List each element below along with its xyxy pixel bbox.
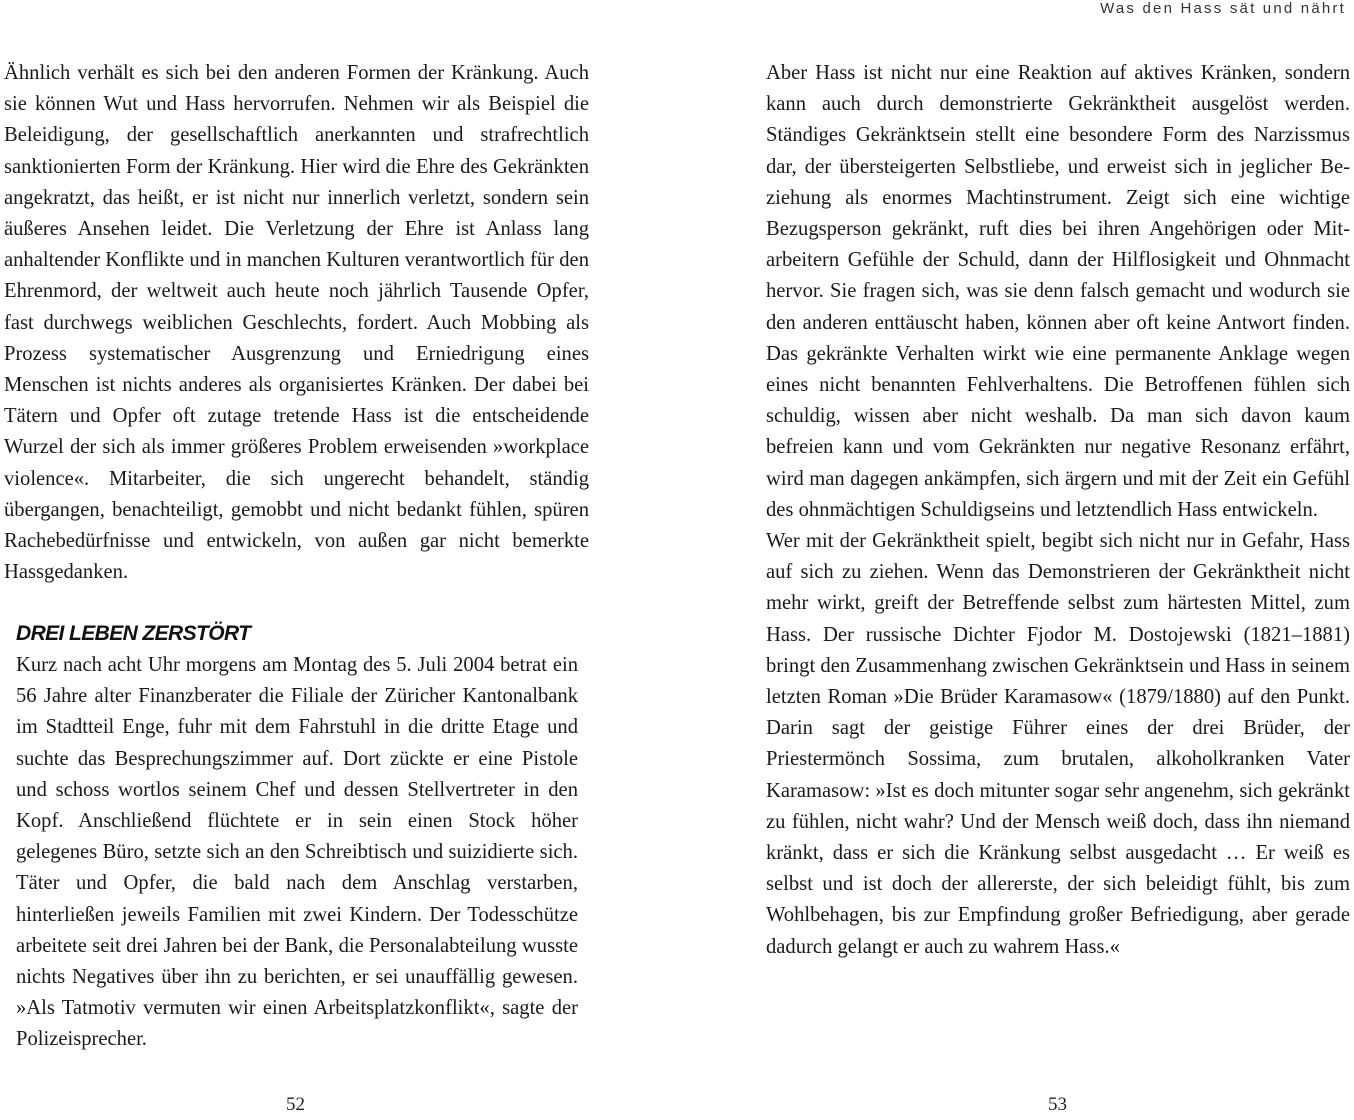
running-head: Was den Hass sät und nährt <box>1100 0 1346 17</box>
page-number-right: 53 <box>1048 1094 1067 1115</box>
left-page <box>4 58 589 588</box>
left-paragraph-1: Ähnlich verhält es sich bei den anderen Formen der Kränkung. Auch sie können Wut und Hass hervorrufen. Nehmen wir als Beispiel die Beleidigung, der gesellschaftlich anerkannten und strafrechtlich sanktionierten Form der Kränkung. Hier wird die Ehre des Gekränkten angekratzt, das heißt, er ist nicht nur innerlich verletzt, sondern sein äußeres Ansehen leidet. Die Verletzung der Ehre ist Anlass lang anhaltender Konflikte und in manchen Kulturen verantwortlich für den Ehrenmord, der weltweit auch heute noch jährlich Tausende Opfer, fast durchwegs weiblichen Geschlechts, fordert. Auch Mobbing als Prozess systematischer Ausgrenzung und Erniedrigung eines Menschen ist nichts anderes als organisiertes Kränken. Der dabei bei Tätern und Opfer oft zutage tretende Hass ist die entscheidende Wurzel der sich als immer größeres Problem erweisenden »workplace violence«. Mitarbeiter, die sich ungerecht behandelt, ständig übergangen, benachteiligt, gemobbt und nicht bedankt fühlen, spüren Rachebedürfnisse und entwickeln, von außen gar nicht bemerkte Hassgedanken. <box>4 62 589 584</box>
page-number-left: 52 <box>286 1094 305 1115</box>
right-paragraph-1: Aber Hass ist nicht nur eine Reaktion auf aktives Kränken, sondern kann auch durch demonstrierte Gekränktheit ausgelöst werden. Ständiges Gekränktsein stellt eine besondere Form des Narzissmus dar, der übersteigerten Selbstliebe, und erweist sich in jeglicher Beziehung als enormes Machtinstrument. Zeigt sich eine wichtige Bezugsperson gekränkt, ruft dies bei ihren Angehörigen oder Mitarbeitern Gefühle der Schuld, dann der Hilflosigkeit und Ohnmacht hervor. Sie fragen sich, was sie denn falsch gemacht und wodurch sie den anderen enttäuscht haben, können aber oft keine Antwort finden. Das gekränkte Verhalten wirkt wie eine permanente Anklage wegen eines nicht benannten Fehlverhaltens. Die Betroffenen fühlen sich schuldig, wissen aber nicht weshalb. Da man sich davon kaum befreien kann und vom Gekränkten nur negative Resonanz erfährt, wird man dagegen ankämpfen, sich ärgern und mit der Zeit ein Gefühl des ohnmächtigen Schuldigseins und letztendlich Hass entwickeln. <box>766 62 1350 521</box>
section-heading: DREI LEBEN ZERSTÖRT <box>16 622 251 645</box>
right-page <box>766 58 1350 963</box>
right-paragraph-2: Wer mit der Gekränktheit spielt, begibt sich nicht nur in Gefahr, Hass auf sich zu ziehen. Wenn das Demonstrieren der Gekränktheit nicht mehr wirkt, greift der Betreffende selbst zum härtesten Mittel, zum Hass. Der russische Dichter Fjodor M. Dostojewski (1821–1881) bringt den Zusammenhang zwischen Gekränktsein und Hass in seinem letzten Roman »Die Brüder Karamasow« (1879/1880) auf den Punkt. Darin sagt der geistige Führer eines der drei Brüder, der Priestermönch Sossima, zum brutalen, alkoholkranken Vater Karamasow: »Ist es doch mitunter sogar sehr angenehm, sich gekränkt zu fühlen, nicht wahr? Und der Mensch weiß doch, dass ihn niemand kränkt, dass er sich die Kränkung selbst ausgedacht … Er weiß es selbst und ist doch der allererste, der sich beleidigt fühlt, bis zum Wohlbehagen, bis zur Empfindung großer Befriedigung, aber gerade dadurch gelangt er auch zu wahrem Hass.« <box>766 530 1350 958</box>
section-drei-leben <box>16 618 578 1056</box>
section-text: Kurz nach acht Uhr morgens am Montag des 5. Juli 2004 betrat ein 56 Jahre alter Finanzberater die Filiale der Züricher Kantonalbank im Stadtteil Enge, fuhr mit dem Fahrstuhl in die dritte Etage und suchte das Besprechungszimmer auf. Dort zückte er eine Pistole und schoss wortlos seinem Chef und dessen Stellvertreter in den Kopf. Anschließend flüchtete er in sein einen Stock höher gelegenes Büro, setzte sich an den Schreibtisch und suizidierte sich. Täter und Opfer, die bald nach dem Anschlag verstarben, hinterließen jeweils Familien mit zwei Kindern. Der Todesschütze arbeitete seit drei Jahren bei der Bank, die Personalabteilung wusste nichts Negatives über ihn zu berichten, er sei unauffällig gewesen. »Als Tatmotiv vermuten wir einen Arbeitsplatzkonflikt«, sagte der Polizeisprecher. <box>16 654 578 1051</box>
